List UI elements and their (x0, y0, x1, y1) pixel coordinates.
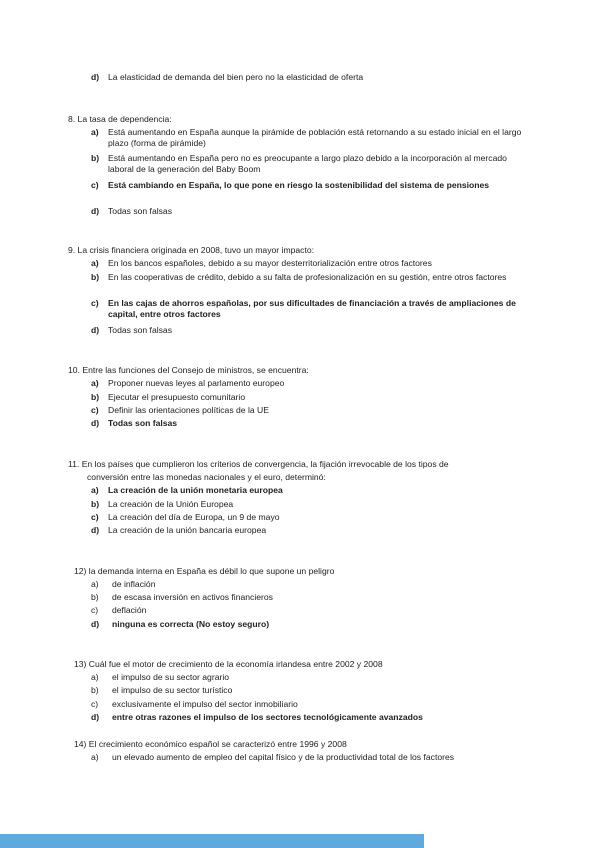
option-text: Todas son falsas (108, 325, 173, 335)
option-text: exclusivamente el impulso del sector inmobiliario (112, 699, 298, 709)
question-stem: 14) El crecimiento económico español se caracterizó entre 1996 y 2008 (74, 739, 347, 749)
option-text: En las cooperativas de crédito, debido a su falta de profesionalización en su gestión, entre otros factores (108, 272, 507, 282)
option-letter: d) (91, 619, 100, 629)
option-text: Todas son falsas (108, 206, 173, 216)
option-letter: a) (91, 127, 99, 137)
option-letter: c) (91, 699, 99, 709)
footer-bar (0, 834, 424, 848)
option-text: Está aumentando en España aunque la pirámide de población está retornando a su estado inicial en el largo plazo (forma de pirámide) (108, 127, 522, 148)
answer-option-text: Todas son falsas (108, 418, 178, 428)
option-text: Ejecutar el presupuesto comunitario (108, 392, 246, 402)
option-text: La creación de la Unión Europea (108, 499, 234, 509)
option-letter: c) (91, 512, 99, 522)
option-text: un elevado aumento de empleo del capital físico y de la productividad total de los factores (112, 752, 455, 762)
option-text: Está aumentando en España pero no es preocupante a largo plazo debido a la incorporación al mercado laboral de la generación del Baby Boom (108, 153, 507, 174)
option-letter: d) (91, 712, 100, 722)
question-stem: 13) Cuál fue el motor de crecimiento de la economía irlandesa entre 2002 y 2008 (74, 659, 383, 669)
answer-option-text: ninguna es correcta (No estoy seguro) (112, 619, 270, 629)
question-stem: 11. En los países que cumplieron los criterios de convergencia, la fijación irrevocable de los tipos de (68, 459, 449, 469)
option-letter: a) (91, 378, 99, 388)
option-letter: b) (91, 272, 100, 282)
option-text: En los bancos españoles, debido a su mayor desterritorialización entre otros factores (108, 258, 432, 268)
option-letter: d) (91, 525, 100, 535)
option-text: La creación del día de Europa, un 9 de mayo (108, 512, 280, 522)
answer-option-text: entre otras razones el impulso de los sectores tecnológicamente avanzados (112, 712, 423, 722)
option-text: el impulso de su sector turístico (112, 685, 233, 695)
option-letter: c) (91, 180, 99, 190)
option-text: de inflación (112, 579, 156, 589)
option-text: deflación (112, 605, 147, 615)
option-letter: b) (91, 392, 100, 402)
question-stem-cont: conversión entre las monedas nacionales y el euro, determinó: (87, 472, 326, 482)
option-letter: c) (91, 298, 99, 308)
option-letter: b) (91, 499, 100, 509)
option-letter: d) (91, 325, 100, 335)
option-letter: b) (91, 592, 99, 602)
option-text: de escasa inversión en activos financieros (112, 592, 273, 602)
option-letter: d) (91, 418, 100, 428)
option-letter: a) (91, 485, 99, 495)
option-letter: c) (91, 605, 99, 615)
question-stem: 9. La crisis financiera originada en 2008, tuvo un mayor impacto: (68, 245, 315, 255)
option-letter: a) (91, 258, 99, 268)
question-stem: 12) la demanda interna en España es débil lo que supone un peligro (74, 566, 335, 576)
answer-option-text: En las cajas de ahorros españolas, por sus dificultades de financiación a través de ampliaciones de capital, entre otros factores (108, 298, 516, 319)
question-stem: 10. Entre las funciones del Consejo de ministros, se encuentra: (68, 365, 309, 375)
answer-option-text: La creación de la unión monetaria europea (108, 485, 283, 495)
option-letter: b) (91, 153, 100, 163)
option-text: Definir las orientaciones políticas de la UE (108, 405, 269, 415)
option-letter: a) (91, 672, 99, 682)
option-letter: d) (91, 72, 100, 82)
option-text: el impulso de su sector agrario (112, 672, 230, 682)
question-stem: 8. La tasa de dependencia: (68, 114, 172, 124)
option-letter: a) (91, 579, 99, 589)
option-letter: a) (91, 752, 99, 762)
answer-option-text: Está cambiando en España, lo que pone en riesgo la sostenibilidad del sistema de pensiones (108, 180, 490, 190)
option-letter: c) (91, 405, 99, 415)
option-text: Proponer nuevas leyes al parlamento europeo (108, 378, 285, 388)
option-letter: b) (91, 685, 99, 695)
option-text: La elasticidad de demanda del bien pero no la elasticidad de oferta (108, 72, 364, 82)
option-letter: d) (91, 206, 100, 216)
option-text: La creación de la unión bancaria europea (108, 525, 267, 535)
